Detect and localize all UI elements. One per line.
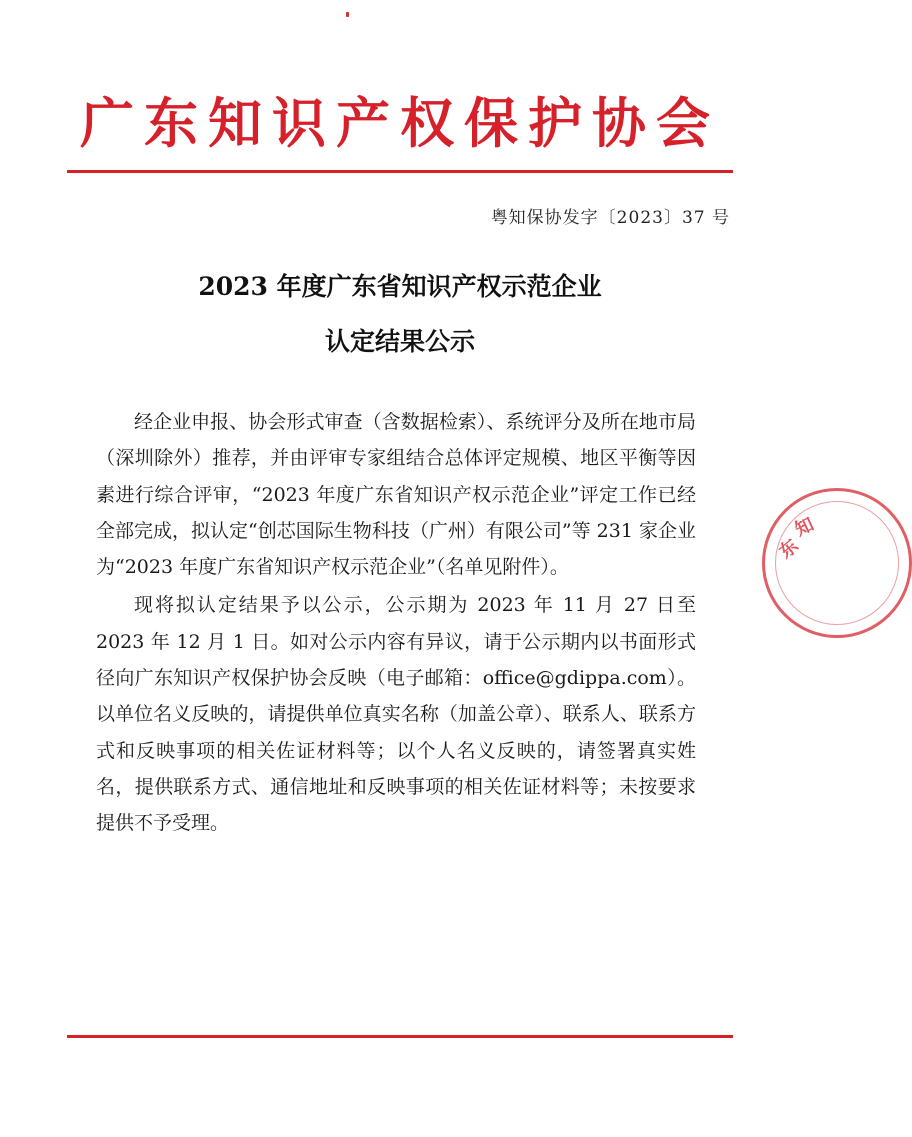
seal-char-1: 东	[775, 535, 803, 563]
organization-letterhead: 广东知识产权保护协会	[80, 91, 720, 155]
footer-red-rule	[67, 1035, 733, 1038]
document-number: 粤知保协发字〔2023〕37 号	[490, 208, 730, 228]
letterhead-red-rule	[67, 170, 733, 173]
document-body	[96, 404, 696, 842]
body-paragraph-1: 经企业申报、协会形式审查（含数据检索）、系统评分及所在地市局（深圳除外）推荐，并由评审专家组结合总体评定规模、地区平衡等因素进行综合评审，“2023 年度广东省知识产权示范企业”评定工作已经全部完成，拟认定“创芯国际生物科技（广州）有限公司”等 231 家企业为“2023 年度广东省知识产权示范企业”（名单见附件）。	[96, 411, 696, 579]
seal-char-2: 知	[792, 514, 818, 541]
body-paragraph-2: 现将拟认定结果予以公示，公示期为 2023 年 11 月 27 日至 2023 年 12 月 1 日。如对公示内容有异议，请于公示期内以书面形式径向广东知识产权保护协会反映（电子邮箱：office@gdippa.com）。以单位名义反映的，请提供单位真实名称（加盖公章）、联系人、联系方式和反映事项的相关佐证材料等；以个人名义反映的，请签署真实姓名，提供联系方式、通信地址和反映事项的相关佐证材料等；未按要求提供不予受理。	[96, 594, 696, 835]
document-title-line1: 2023 年度广东省知识产权示范企业	[198, 272, 602, 301]
official-seal	[762, 488, 912, 638]
print-speck	[346, 12, 349, 17]
document-title-line2: 认定结果公示	[324, 327, 475, 356]
